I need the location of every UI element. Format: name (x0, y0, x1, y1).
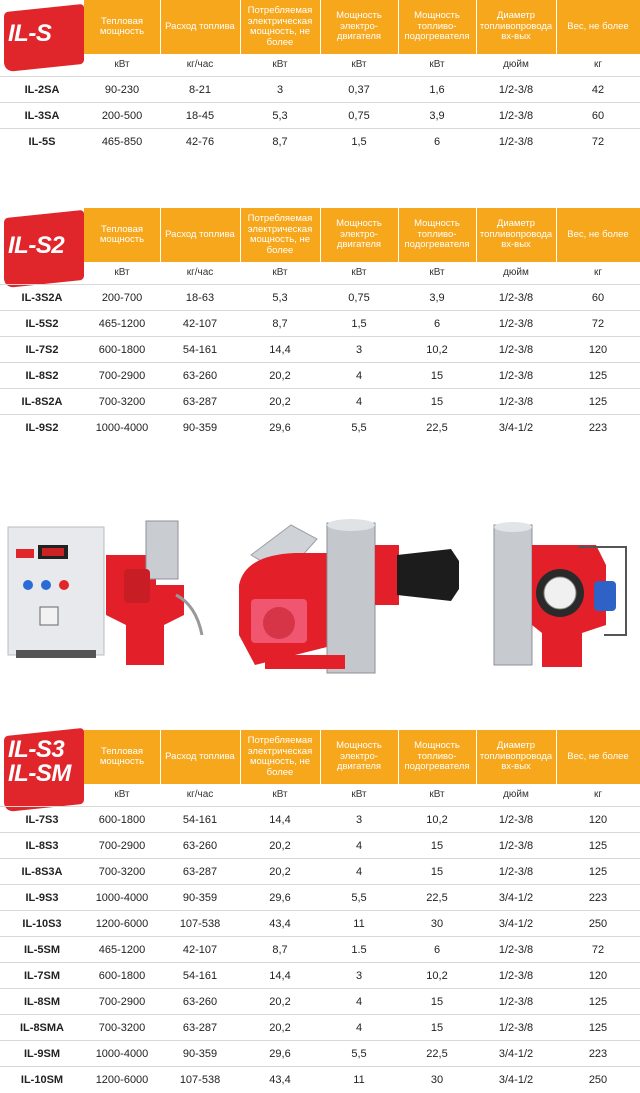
column-separator (320, 0, 321, 54)
table-cell: 1/2-3/8 (498, 136, 534, 148)
table-cell: 120 (588, 814, 608, 826)
table-cell: 1/2-3/8 (498, 396, 534, 408)
table-cell: 5,5 (351, 892, 367, 904)
table-row (0, 284, 640, 311)
table-row (0, 310, 640, 337)
table-cell: 1/2-3/8 (498, 292, 534, 304)
table-cell: 60 (591, 292, 605, 304)
table-row (0, 832, 640, 859)
table-cell: 42-76 (185, 136, 215, 148)
model-name: IL-5SM (23, 944, 61, 956)
table-row (0, 858, 640, 885)
table-cell: 29,6 (269, 892, 291, 904)
column-header: Потребляемая электрическая мощность, не более (247, 213, 313, 256)
column-unit: кг (593, 58, 603, 70)
table-cell: 6 (433, 944, 441, 956)
model-name: IL-3S2A (21, 292, 63, 304)
table-cell: 1/2-3/8 (498, 970, 534, 982)
table-cell: 10,2 (426, 814, 448, 826)
table-cell: 465-850 (101, 136, 143, 148)
column-separator (476, 208, 477, 262)
table-cell: 43,4 (269, 918, 291, 930)
unit-row (84, 54, 640, 74)
column-header: Тепловая мощность (99, 223, 145, 245)
table-cell: 10,2 (426, 970, 448, 982)
column-unit: кВт (429, 788, 445, 800)
table-cell: 700-2900 (98, 996, 146, 1008)
model-name: IL-8SM (23, 996, 61, 1008)
table-cell: 14,4 (269, 970, 291, 982)
table-cell: 1.5 (351, 944, 367, 956)
column-header: Вес, не более (567, 228, 629, 240)
table-cell: 1,5 (351, 318, 367, 330)
table-cell: 30 (430, 1074, 444, 1086)
table-cell: 107-538 (179, 1074, 221, 1086)
table-cell: 3/4-1/2 (498, 1074, 534, 1086)
table-cell: 18-63 (185, 292, 215, 304)
column-separator (476, 730, 477, 784)
burner-photo-side (486, 515, 634, 675)
table-cell: 125 (588, 396, 608, 408)
table-cell: 54-161 (182, 344, 218, 356)
column-header: Диаметр топливопровода вх-вых (479, 740, 553, 773)
table-cell: 8,7 (272, 136, 288, 148)
table-cell: 1/2-3/8 (498, 344, 534, 356)
burner-photo-control-panel (6, 515, 214, 675)
table-cell: 63-287 (182, 1022, 218, 1034)
table-cell: 1000-4000 (95, 422, 149, 434)
model-name: IL-5S2 (25, 318, 59, 330)
table-cell: 1/2-3/8 (498, 1022, 534, 1034)
table-cell: 72 (591, 136, 605, 148)
table-cell: 5,5 (351, 422, 367, 434)
table-cell: 223 (588, 422, 608, 434)
table-cell: 3 (355, 344, 363, 356)
model-name: IL-8SMA (20, 1022, 64, 1034)
column-unit: дюйм (503, 58, 529, 70)
table-cell: 700-2900 (98, 840, 146, 852)
table-cell: 18-45 (185, 110, 215, 122)
model-name: IL-7SM (23, 970, 61, 982)
table-cell: 3 (276, 84, 284, 96)
column-header: Мощность топливо-подогревателя (404, 740, 470, 773)
table-cell: 4 (355, 396, 363, 408)
table-cell: 600-1800 (98, 970, 146, 982)
column-header: Потребляемая электрическая мощность, не более (247, 5, 313, 48)
column-unit: кг/час (186, 788, 214, 800)
table-cell: 5,3 (272, 292, 288, 304)
burner-front-image (225, 515, 465, 675)
table-cell: 5,5 (351, 1048, 367, 1060)
table-cell: 63-287 (182, 866, 218, 878)
column-separator (556, 730, 557, 784)
table-cell: 1/2-3/8 (498, 944, 534, 956)
column-unit: дюйм (503, 266, 529, 278)
column-unit: кг/час (186, 58, 214, 70)
table-cell: 700-3200 (98, 1022, 146, 1034)
table-row (0, 414, 640, 441)
model-name: IL-8S2A (21, 396, 63, 408)
model-name: IL-10S3 (22, 918, 62, 930)
table-cell: 63-287 (182, 396, 218, 408)
column-separator (320, 208, 321, 262)
table-cell: 4 (355, 866, 363, 878)
table-cell: 1,6 (429, 84, 445, 96)
model-name: IL-7S3 (25, 814, 59, 826)
table-header (0, 730, 640, 787)
column-unit: кВт (351, 788, 367, 800)
table-cell: 10,2 (426, 344, 448, 356)
table-il-s3-il-sm (0, 730, 640, 1086)
table-row (0, 102, 640, 129)
column-separator (556, 208, 557, 262)
table-cell: 15 (430, 1022, 444, 1034)
table-cell: 14,4 (269, 814, 291, 826)
table-row (0, 962, 640, 989)
table-cell: 90-359 (182, 892, 218, 904)
column-separator (556, 0, 557, 54)
table-header (0, 0, 640, 54)
table-cell: 42-107 (182, 318, 218, 330)
table-cell: 1200-6000 (95, 918, 149, 930)
table-cell: 1/2-3/8 (498, 370, 534, 382)
table-cell: 22,5 (426, 892, 448, 904)
table-header (0, 208, 640, 262)
table-cell: 20,2 (269, 866, 291, 878)
table-cell: 20,2 (269, 840, 291, 852)
column-separator (160, 0, 161, 54)
model-name: IL-2SA (24, 84, 60, 96)
table-cell: 4 (355, 840, 363, 852)
column-separator (320, 730, 321, 784)
table-cell: 60 (591, 110, 605, 122)
table-cell: 120 (588, 344, 608, 356)
table-cell: 15 (430, 370, 444, 382)
table-row (0, 388, 640, 415)
table-cell: 250 (588, 1074, 608, 1086)
table-row (0, 362, 640, 389)
unit-row (84, 784, 640, 804)
table-cell: 63-260 (182, 840, 218, 852)
table-cell: 4 (355, 370, 363, 382)
table-cell: 42 (591, 84, 605, 96)
column-header: Диаметр топливопровода вх-вых (479, 10, 553, 43)
table-cell: 1/2-3/8 (498, 840, 534, 852)
column-header: Вес, не более (567, 750, 629, 762)
column-separator (240, 730, 241, 784)
table-cell: 3 (355, 814, 363, 826)
column-header: Расход топлива (165, 20, 235, 32)
table-cell: 20,2 (269, 396, 291, 408)
table-cell: 72 (591, 318, 605, 330)
column-header: Мощность топливо-подогревателя (404, 218, 470, 251)
column-header: Вес, не более (567, 20, 629, 32)
table-row (0, 884, 640, 911)
column-header: Тепловая мощность (99, 745, 145, 767)
table-cell: 600-1800 (98, 814, 146, 826)
column-unit: кВт (114, 788, 130, 800)
table-cell: 8,7 (272, 944, 288, 956)
column-unit: кг (593, 788, 603, 800)
table-cell: 30 (430, 918, 444, 930)
column-unit: кг (593, 266, 603, 278)
table-cell: 29,6 (269, 422, 291, 434)
column-header: Тепловая мощность (99, 15, 145, 37)
table-cell: 3/4-1/2 (498, 918, 534, 930)
table-cell: 125 (588, 370, 608, 382)
column-header: Диаметр топливопровода вх-вых (479, 218, 553, 251)
table-cell: 1/2-3/8 (498, 318, 534, 330)
table-cell: 1200-6000 (95, 1074, 149, 1086)
series-title: IL-S2 (8, 232, 65, 259)
model-name: IL-9S2 (25, 422, 59, 434)
table-il-s2 (0, 208, 640, 434)
table-cell: 4 (355, 1022, 363, 1034)
column-header: Расход топлива (165, 228, 235, 240)
table-cell: 90-359 (182, 422, 218, 434)
table-cell: 8,7 (272, 318, 288, 330)
table-cell: 107-538 (179, 918, 221, 930)
table-cell: 63-260 (182, 370, 218, 382)
table-row (0, 988, 640, 1015)
column-separator (398, 730, 399, 784)
table-cell: 3,9 (429, 110, 445, 122)
table-cell: 1/2-3/8 (498, 84, 534, 96)
table-cell: 1/2-3/8 (498, 110, 534, 122)
table-cell: 1000-4000 (95, 892, 149, 904)
table-row (0, 76, 640, 103)
column-unit: кВт (114, 266, 130, 278)
burner-photo-front (225, 515, 465, 675)
table-cell: 5,3 (272, 110, 288, 122)
table-cell: 0,75 (348, 292, 370, 304)
table-cell: 22,5 (426, 1048, 448, 1060)
column-unit: кВт (351, 266, 367, 278)
model-name: IL-7S2 (25, 344, 59, 356)
table-cell: 1000-4000 (95, 1048, 149, 1060)
series-title: IL-S (8, 20, 52, 47)
table-cell: 3/4-1/2 (498, 892, 534, 904)
table-cell: 43,4 (269, 1074, 291, 1086)
table-cell: 11 (353, 1074, 365, 1086)
table-row (0, 128, 640, 155)
table-cell: 125 (588, 996, 608, 1008)
column-unit: кг/час (186, 266, 214, 278)
table-cell: 15 (430, 866, 444, 878)
table-cell: 200-700 (101, 292, 143, 304)
table-cell: 3/4-1/2 (498, 1048, 534, 1060)
table-cell: 6 (433, 318, 441, 330)
burner-side-image (486, 515, 634, 675)
table-cell: 200-500 (101, 110, 143, 122)
column-unit: дюйм (503, 788, 529, 800)
table-cell: 72 (591, 944, 605, 956)
column-separator (240, 208, 241, 262)
table-cell: 15 (430, 840, 444, 852)
column-separator (160, 208, 161, 262)
model-name: IL-9S3 (25, 892, 59, 904)
column-separator (160, 730, 161, 784)
table-row (0, 1014, 640, 1041)
table-cell: 125 (588, 1022, 608, 1034)
table-cell: 63-260 (182, 996, 218, 1008)
table-cell: 700-3200 (98, 866, 146, 878)
column-unit: кВт (272, 58, 288, 70)
table-row (0, 1040, 640, 1067)
column-header: Потребляемая электрическая мощность, не более (247, 735, 313, 778)
table-cell: 15 (430, 396, 444, 408)
model-name: IL-9SM (23, 1048, 61, 1060)
model-name: IL-8S3A (21, 866, 63, 878)
column-header: Расход топлива (165, 750, 235, 762)
model-name: IL-8S2 (25, 370, 59, 382)
table-cell: 1/2-3/8 (498, 866, 534, 878)
column-separator (398, 0, 399, 54)
table-cell: 90-359 (182, 1048, 218, 1060)
table-cell: 54-161 (182, 970, 218, 982)
table-cell: 700-2900 (98, 370, 146, 382)
table-cell: 15 (430, 996, 444, 1008)
table-cell: 4 (355, 996, 363, 1008)
table-cell: 0,75 (348, 110, 370, 122)
table-cell: 223 (588, 892, 608, 904)
column-separator (398, 208, 399, 262)
table-cell: 465-1200 (98, 318, 146, 330)
table-cell: 465-1200 (98, 944, 146, 956)
table-cell: 125 (588, 866, 608, 878)
table-cell: 11 (353, 918, 365, 930)
table-cell: 120 (588, 970, 608, 982)
column-header: Мощность электро-двигателя (336, 740, 382, 773)
table-row (0, 336, 640, 363)
table-row (0, 910, 640, 937)
table-cell: 54-161 (182, 814, 218, 826)
column-header: Мощность электро-двигателя (336, 218, 382, 251)
model-name: IL-5S (28, 136, 56, 148)
table-cell: 1,5 (351, 136, 367, 148)
series-title: IL-S3 IL-SM (8, 736, 71, 787)
column-separator (240, 0, 241, 54)
table-il-s (0, 0, 640, 148)
column-separator (476, 0, 477, 54)
model-name: IL-8S3 (25, 840, 59, 852)
table-cell: 3/4-1/2 (498, 422, 534, 434)
column-header: Мощность электро-двигателя (336, 10, 382, 43)
table-row (0, 806, 640, 833)
table-cell: 8-21 (188, 84, 212, 96)
table-cell: 1/2-3/8 (498, 814, 534, 826)
table-cell: 90-230 (104, 84, 140, 96)
table-cell: 1/2-3/8 (498, 996, 534, 1008)
table-cell: 42-107 (182, 944, 218, 956)
column-header: Мощность топливо-подогревателя (404, 10, 470, 43)
table-cell: 250 (588, 918, 608, 930)
column-unit: кВт (114, 58, 130, 70)
table-cell: 700-3200 (98, 396, 146, 408)
model-name: IL-3SA (24, 110, 60, 122)
column-unit: кВт (429, 266, 445, 278)
column-unit: кВт (272, 788, 288, 800)
table-cell: 3 (355, 970, 363, 982)
table-cell: 22,5 (426, 422, 448, 434)
table-cell: 223 (588, 1048, 608, 1060)
column-unit: кВт (429, 58, 445, 70)
burner-with-control-box-image (6, 515, 214, 675)
table-cell: 29,6 (269, 1048, 291, 1060)
column-unit: кВт (351, 58, 367, 70)
table-row (0, 1066, 640, 1093)
table-cell: 20,2 (269, 370, 291, 382)
table-row (0, 936, 640, 963)
table-cell: 125 (588, 840, 608, 852)
table-cell: 20,2 (269, 1022, 291, 1034)
table-cell: 14,4 (269, 344, 291, 356)
column-unit: кВт (272, 266, 288, 278)
table-cell: 600-1800 (98, 344, 146, 356)
table-cell: 0,37 (348, 84, 370, 96)
table-cell: 3,9 (429, 292, 445, 304)
unit-row (84, 262, 640, 282)
table-cell: 20,2 (269, 996, 291, 1008)
table-cell: 6 (433, 136, 441, 148)
model-name: IL-10SM (20, 1074, 64, 1086)
